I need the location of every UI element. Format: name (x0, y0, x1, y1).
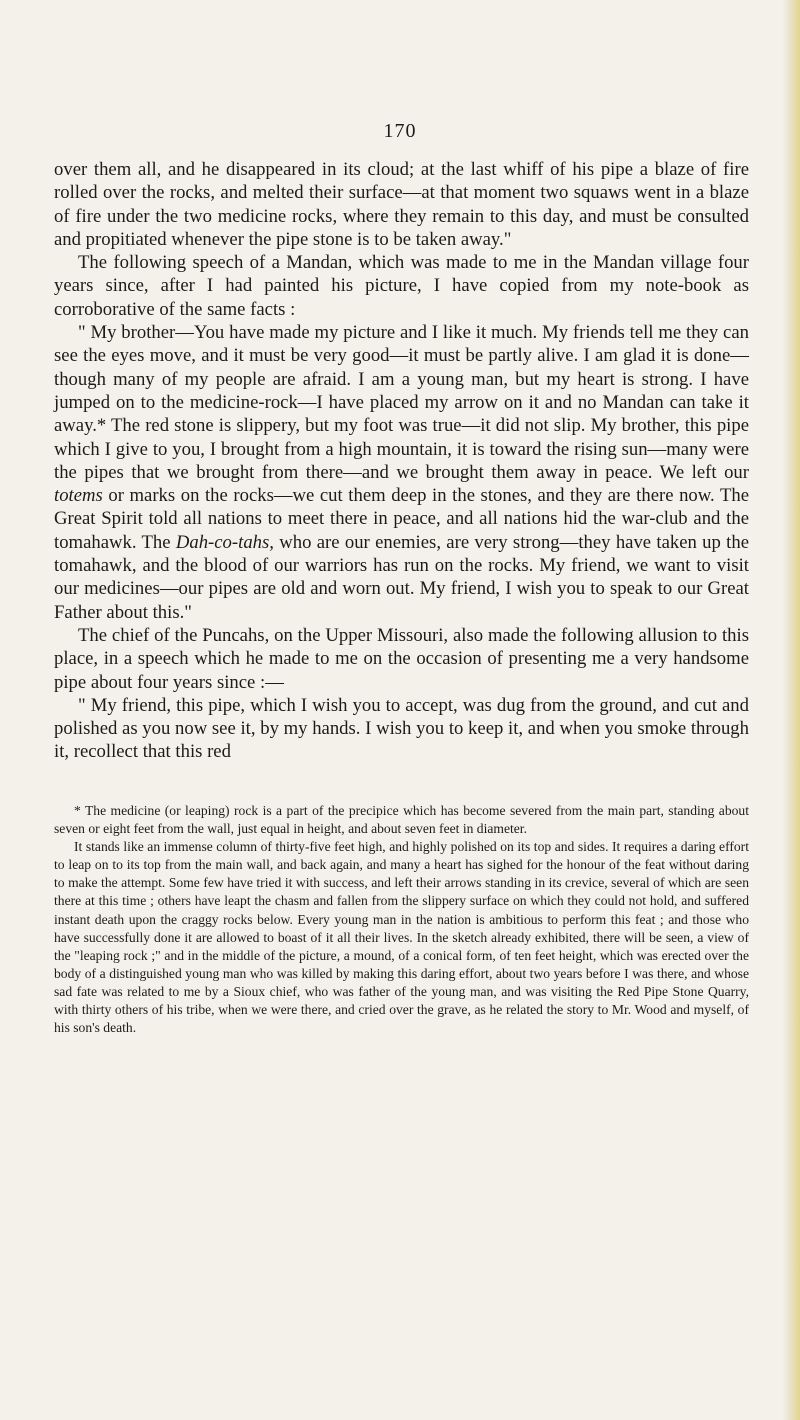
paragraph-1: over them all, and he disappeared in its cloud; at the last whiff of his pipe a blaze of fire rolled over the rocks, and melted their surface—at that moment two squaws went in a blaze of fire under the two medicine rocks, where they remain to this day, and must be consulted and propitiated whenever the pipe stone is to be taken away." (54, 159, 749, 250)
italic-dah-co-tahs: Dah-co-tahs, (175, 531, 274, 553)
paragraph-4: The chief of the Puncahs, on the Upper Missouri, also made the following allusion to this place, in a speech which he made to me on the occasion of presenting me a very handsome pipe about four years since :— (54, 624, 749, 693)
paragraph-3-part-a: " My brother—You have made my picture and I like it much. My friends tell me they can see the eyes move, and it must be very good—it must be partly alive. I am glad it is done—though many of my people are afraid. I am a young man, but my heart is strong. I have jumped on to the medicine-rock—I have placed my arrow on it and no Mandan can take it away.* The red stone is slippery, but my foot was true—it did not slip. My brother, this pipe which I give to you, I brought from a high mountain, it is toward the rising sun—many were the pipes that we brought from there—and we brought them away in peace. We left our (54, 322, 749, 483)
paragraph-5: " My friend, this pipe, which I wish you to accept, was dug from the ground, and cut and polished as you now see it, by my hands. I wish you to keep it, and when you smoke through it, recollect that this red (54, 694, 749, 763)
paragraph-3-part-c: who are our enemies, are very strong—they have taken up the tomahawk, and the blood of our warriors has run on the rocks. My friend, we want to visit our medicines—our pipes are old and worn out. My friend, I wish you to speak to our Great Father about this." (54, 531, 750, 623)
page-number: 170 (383, 120, 417, 142)
page-edge (782, 0, 800, 1420)
paragraph-3 (54, 321, 749, 624)
footnote-1: * The medicine (or leaping) rock is a part of the precipice which has become severed from the main part, standing about seven or eight feet from the wall, just equal in height, and about seven feet in diameter. (54, 803, 749, 837)
main-text (54, 158, 749, 764)
paragraph-2: The following speech of a Mandan, which was made to me in the Mandan village four years since, after I had painted his picture, I have copied from my note-book as corroborative of the same facts : (54, 252, 749, 320)
italic-totems: totems (54, 485, 103, 507)
footnotes (54, 802, 749, 1037)
paragraph-3-part-b: or marks on the rocks—we cut them deep in the stones, and they are there now. The Great Spirit told all nations to meet there in peace, and all nations hid the war-club and the tomahawk. The (54, 485, 749, 553)
footnote-2: It stands like an immense column of thirty-five feet high, and highly polished on its top and sides. It requires a daring effort to leap on to its top from the main wall, and back again, and many a heart has sighed for the honour of the feat without daring to make the attempt. Some few have tried it with success, and left their arrows standing in its crevice, several of which are seen there at this time ; others have leapt the chasm and fallen from the slippery surface on which they could not hold, and suffered instant death upon the craggy rocks below. Every young man in the nation is ambitious to perform this feat ; and those who have successfully done it are allowed to boast of it all their lives. In the sketch already exhibited, there will be seen, a view of the "leaping rock ;" and in the middle of the picture, a mound, of a conical form, of ten feet height, which was erected over the body of a distinguished young man who was killed by making this daring effort, about two years before I was there, and whose sad fate was related to me by a Sioux chief, who was father of the young man, and was visiting the Red Pipe Stone Quarry, with thirty others of his tribe, when we were there, and cried over the grave, as he related the story to Mr. Wood and myself, of his son's death. (54, 839, 749, 1036)
